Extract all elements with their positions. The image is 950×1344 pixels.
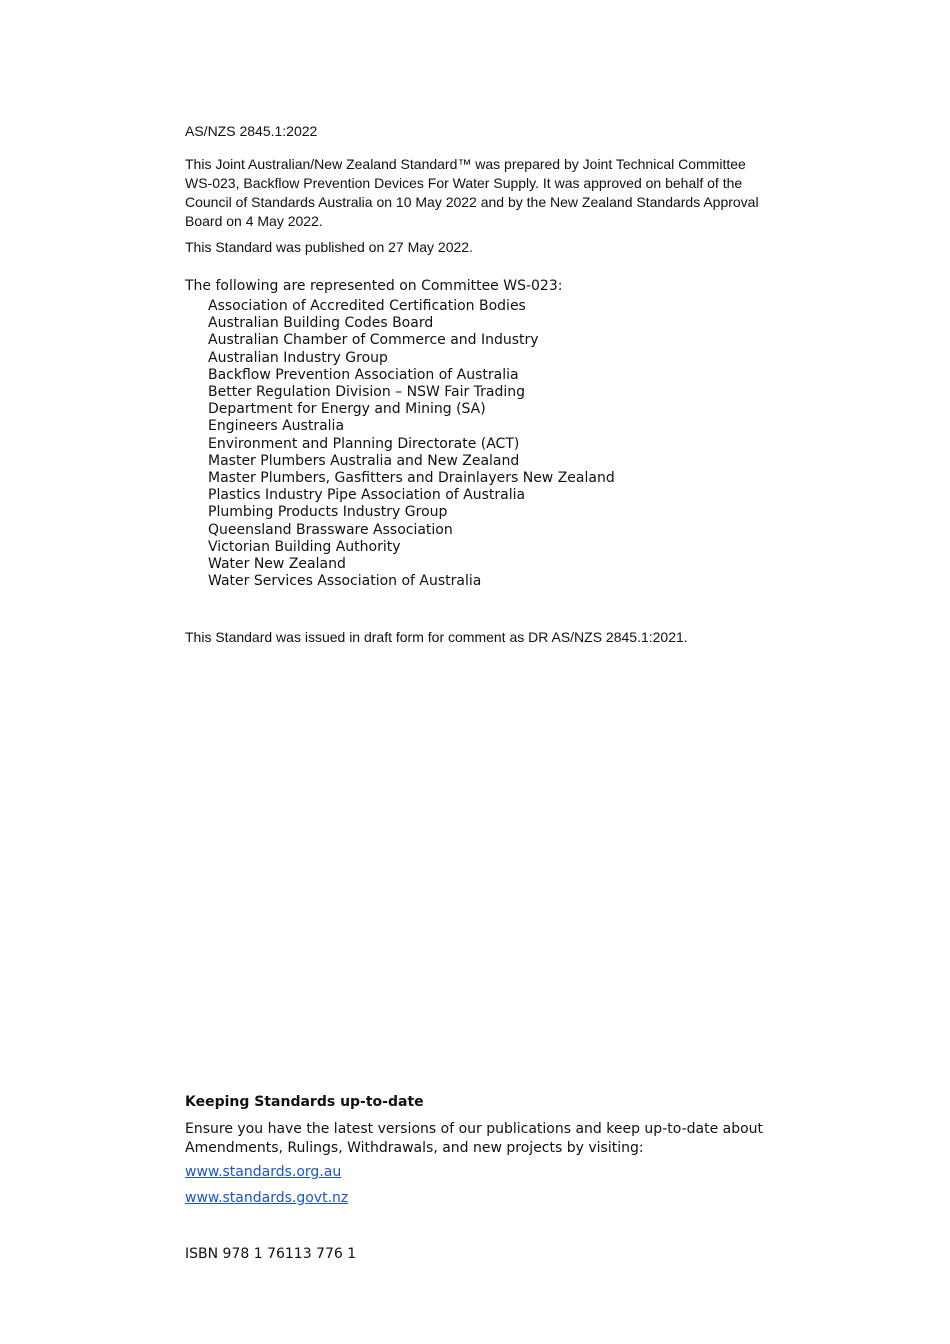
- committee-member: Association of Accredited Certification Bodies: [208, 298, 526, 314]
- committee-member: Plumbing Products Industry Group: [208, 504, 448, 521]
- committee-member: Master Plumbers Australia and New Zealand: [208, 452, 520, 469]
- published-date-line: This Standard was published on 27 May 2022.: [185, 239, 473, 255]
- committee-member: Better Regulation Division – NSW Fair Trading: [208, 384, 526, 401]
- keeping-up-to-date-heading: Keeping Standards up-to-date: [185, 1094, 424, 1110]
- committee-member: Water Services Association of Australia: [208, 573, 482, 590]
- committee-member: Victorian Building Authority: [208, 538, 401, 555]
- standards-nz-link[interactable]: www.standards.govt.nz: [185, 1190, 349, 1206]
- document-id: AS/NZS 2845.1:2022: [185, 123, 318, 139]
- committee-member: Master Plumbers, Gasfitters and Drainlayers New Zealand: [208, 470, 615, 487]
- committee-heading: The following are represented on Committee WS-023:: [185, 278, 563, 294]
- committee-member: Backflow Prevention Association of Australia: [208, 366, 519, 383]
- committee-member: Australian Building Codes Board: [208, 315, 434, 332]
- committee-member: Water New Zealand: [208, 556, 346, 573]
- committee-member: Environment and Planning Directorate (ACT): [208, 435, 520, 452]
- isbn-line: ISBN 978 1 76113 776 1: [185, 1246, 357, 1262]
- committee-member: Department for Energy and Mining (SA): [208, 401, 486, 418]
- committee-member: Plastics Industry Pipe Association of Australia: [208, 487, 526, 504]
- committee-member: Engineers Australia: [208, 418, 345, 435]
- committee-member-list: [208, 298, 615, 590]
- intro-paragraph: This Joint Australian/New Zealand Standard™ was prepared by Joint Technical Committee WS-023, Backflow Prevention Devices For Water Supply. It was approved on behalf of the Council of Standards Australia on 10 May 2022 and by the New Zealand Standards Approval Board on 4 May 2022.: [185, 156, 759, 229]
- keeping-up-to-date-body: Ensure you have the latest versions of our publications and keep up-to-date about Amendments, Rulings, Withdrawals, and new projects by visiting:: [185, 1121, 764, 1156]
- standards-au-link[interactable]: www.standards.org.au: [185, 1164, 342, 1180]
- committee-member: Queensland Brassware Association: [208, 521, 453, 538]
- draft-note: This Standard was issued in draft form for comment as DR AS/NZS 2845.1:2021.: [185, 629, 688, 645]
- committee-member: Australian Industry Group: [208, 349, 388, 366]
- committee-member: Australian Chamber of Commerce and Industry: [208, 332, 539, 349]
